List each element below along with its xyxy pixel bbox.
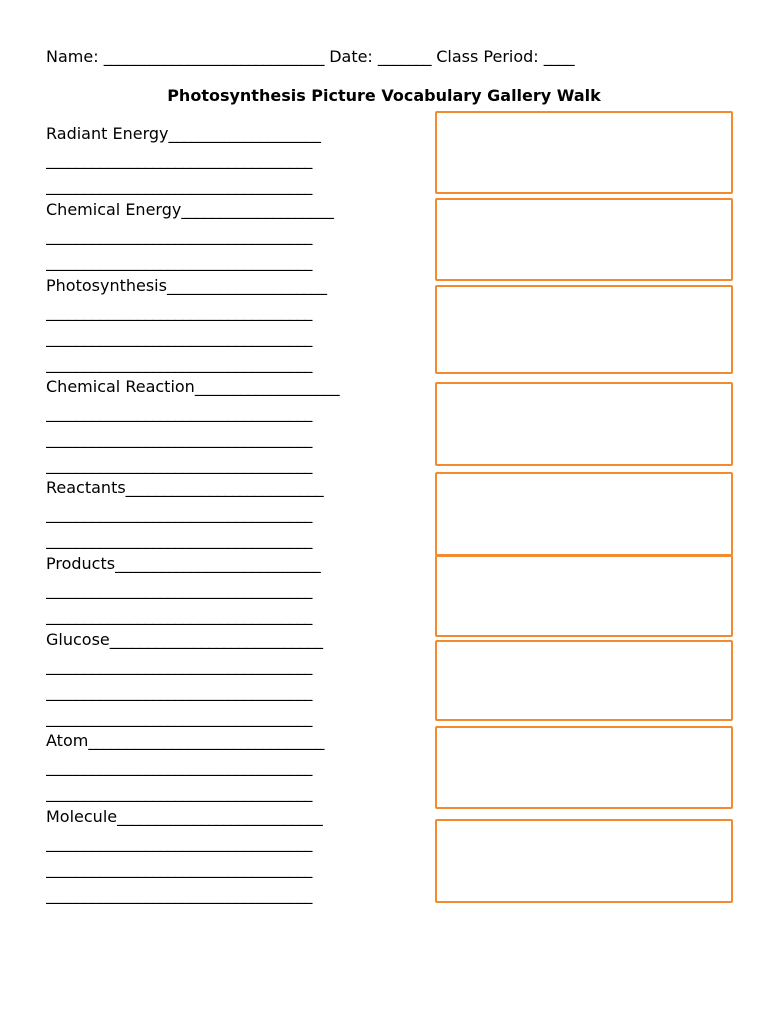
definition-line[interactable] (46, 530, 416, 550)
term-label: Atom (46, 731, 89, 750)
definition-line[interactable] (46, 757, 416, 777)
date-field[interactable]: _______ (377, 47, 432, 66)
date-label: Date: (329, 47, 373, 66)
definition-line[interactable] (46, 656, 416, 676)
term-row (46, 807, 416, 827)
definition-line-text: ___________________________________ (46, 328, 313, 347)
definition-line[interactable] (46, 226, 416, 246)
term-row (46, 124, 416, 144)
term-answer-line[interactable]: ___________________ (194, 377, 340, 396)
definition-line-text: ___________________________________ (46, 176, 313, 195)
term-label: Radiant Energy (46, 124, 169, 143)
definition-line[interactable] (46, 783, 416, 803)
picture-box[interactable] (435, 640, 733, 721)
definition-line-text: ___________________________________ (46, 226, 313, 245)
term-row (46, 731, 416, 751)
definition-line[interactable] (46, 885, 416, 905)
definition-line-text: ___________________________________ (46, 682, 313, 701)
class-period-field[interactable]: ____ (543, 47, 575, 66)
definition-line[interactable] (46, 302, 416, 322)
definition-line-text: ___________________________________ (46, 859, 313, 878)
term-answer-line[interactable]: _____________________ (166, 276, 327, 295)
name-label: Name: (46, 47, 99, 66)
picture-box[interactable] (435, 472, 733, 556)
picture-box[interactable] (435, 726, 733, 809)
definition-line-text: ___________________________________ (46, 885, 313, 904)
definition-line[interactable] (46, 354, 416, 374)
definition-line[interactable] (46, 504, 416, 524)
page-title: Photosynthesis Picture Vocabulary Gallery Walk (167, 86, 601, 105)
term-answer-line[interactable]: ____________________ (168, 124, 321, 143)
definition-line-text: ___________________________________ (46, 606, 313, 625)
picture-box[interactable] (435, 285, 733, 374)
definition-line[interactable] (46, 150, 416, 170)
definition-line-text: ___________________________________ (46, 504, 313, 523)
definition-line-text: ___________________________________ (46, 252, 313, 271)
definition-line-text: ___________________________________ (46, 580, 313, 599)
definition-line-text: ___________________________________ (46, 708, 313, 727)
definition-line[interactable] (46, 708, 416, 728)
term-row (46, 276, 416, 296)
term-row (46, 377, 416, 397)
term-answer-line[interactable]: __________________________ (125, 478, 324, 497)
definition-line[interactable] (46, 580, 416, 600)
term-label: Chemical Reaction (46, 377, 195, 396)
definition-line-text: ___________________________________ (46, 429, 313, 448)
definition-line[interactable] (46, 252, 416, 272)
picture-box[interactable] (435, 111, 733, 194)
definition-line-text: ___________________________________ (46, 783, 313, 802)
term-label: Reactants (46, 478, 126, 497)
definition-line[interactable] (46, 403, 416, 423)
picture-box[interactable] (435, 198, 733, 281)
definition-line[interactable] (46, 429, 416, 449)
definition-line[interactable] (46, 682, 416, 702)
definition-line-text: ___________________________________ (46, 150, 313, 169)
term-answer-line[interactable]: ___________________________ (117, 807, 323, 826)
definition-line-text: ___________________________________ (46, 530, 313, 549)
term-answer-line[interactable]: ____________________ (181, 200, 334, 219)
name-field[interactable]: _____________________________ (103, 47, 325, 66)
term-label: Glucose (46, 630, 110, 649)
definition-line-text: ___________________________________ (46, 403, 313, 422)
definition-line-text: ___________________________________ (46, 757, 313, 776)
term-answer-line[interactable]: _______________________________ (88, 731, 324, 750)
definition-line[interactable] (46, 455, 416, 475)
definition-line[interactable] (46, 859, 416, 879)
definition-line[interactable] (46, 606, 416, 626)
picture-box[interactable] (435, 819, 733, 903)
class-period-label: Class Period: (436, 47, 539, 66)
term-row (46, 478, 416, 498)
definition-line-text: ___________________________________ (46, 302, 313, 321)
term-label: Products (46, 554, 116, 573)
term-label: Photosynthesis (46, 276, 167, 295)
term-answer-line[interactable]: ____________________________ (109, 630, 323, 649)
term-row (46, 200, 416, 220)
picture-box[interactable] (435, 382, 733, 466)
definition-line[interactable] (46, 833, 416, 853)
term-label: Chemical Energy (46, 200, 182, 219)
term-label: Molecule (46, 807, 118, 826)
term-answer-line[interactable]: ___________________________ (115, 554, 321, 573)
definition-line-text: ___________________________________ (46, 833, 313, 852)
header-line (46, 47, 736, 67)
term-row (46, 554, 416, 574)
definition-line[interactable] (46, 176, 416, 196)
term-row (46, 630, 416, 650)
definition-line-text: ___________________________________ (46, 354, 313, 373)
picture-box[interactable] (435, 555, 733, 637)
definition-line[interactable] (46, 328, 416, 348)
definition-line-text: ___________________________________ (46, 455, 313, 474)
definition-line-text: ___________________________________ (46, 656, 313, 675)
